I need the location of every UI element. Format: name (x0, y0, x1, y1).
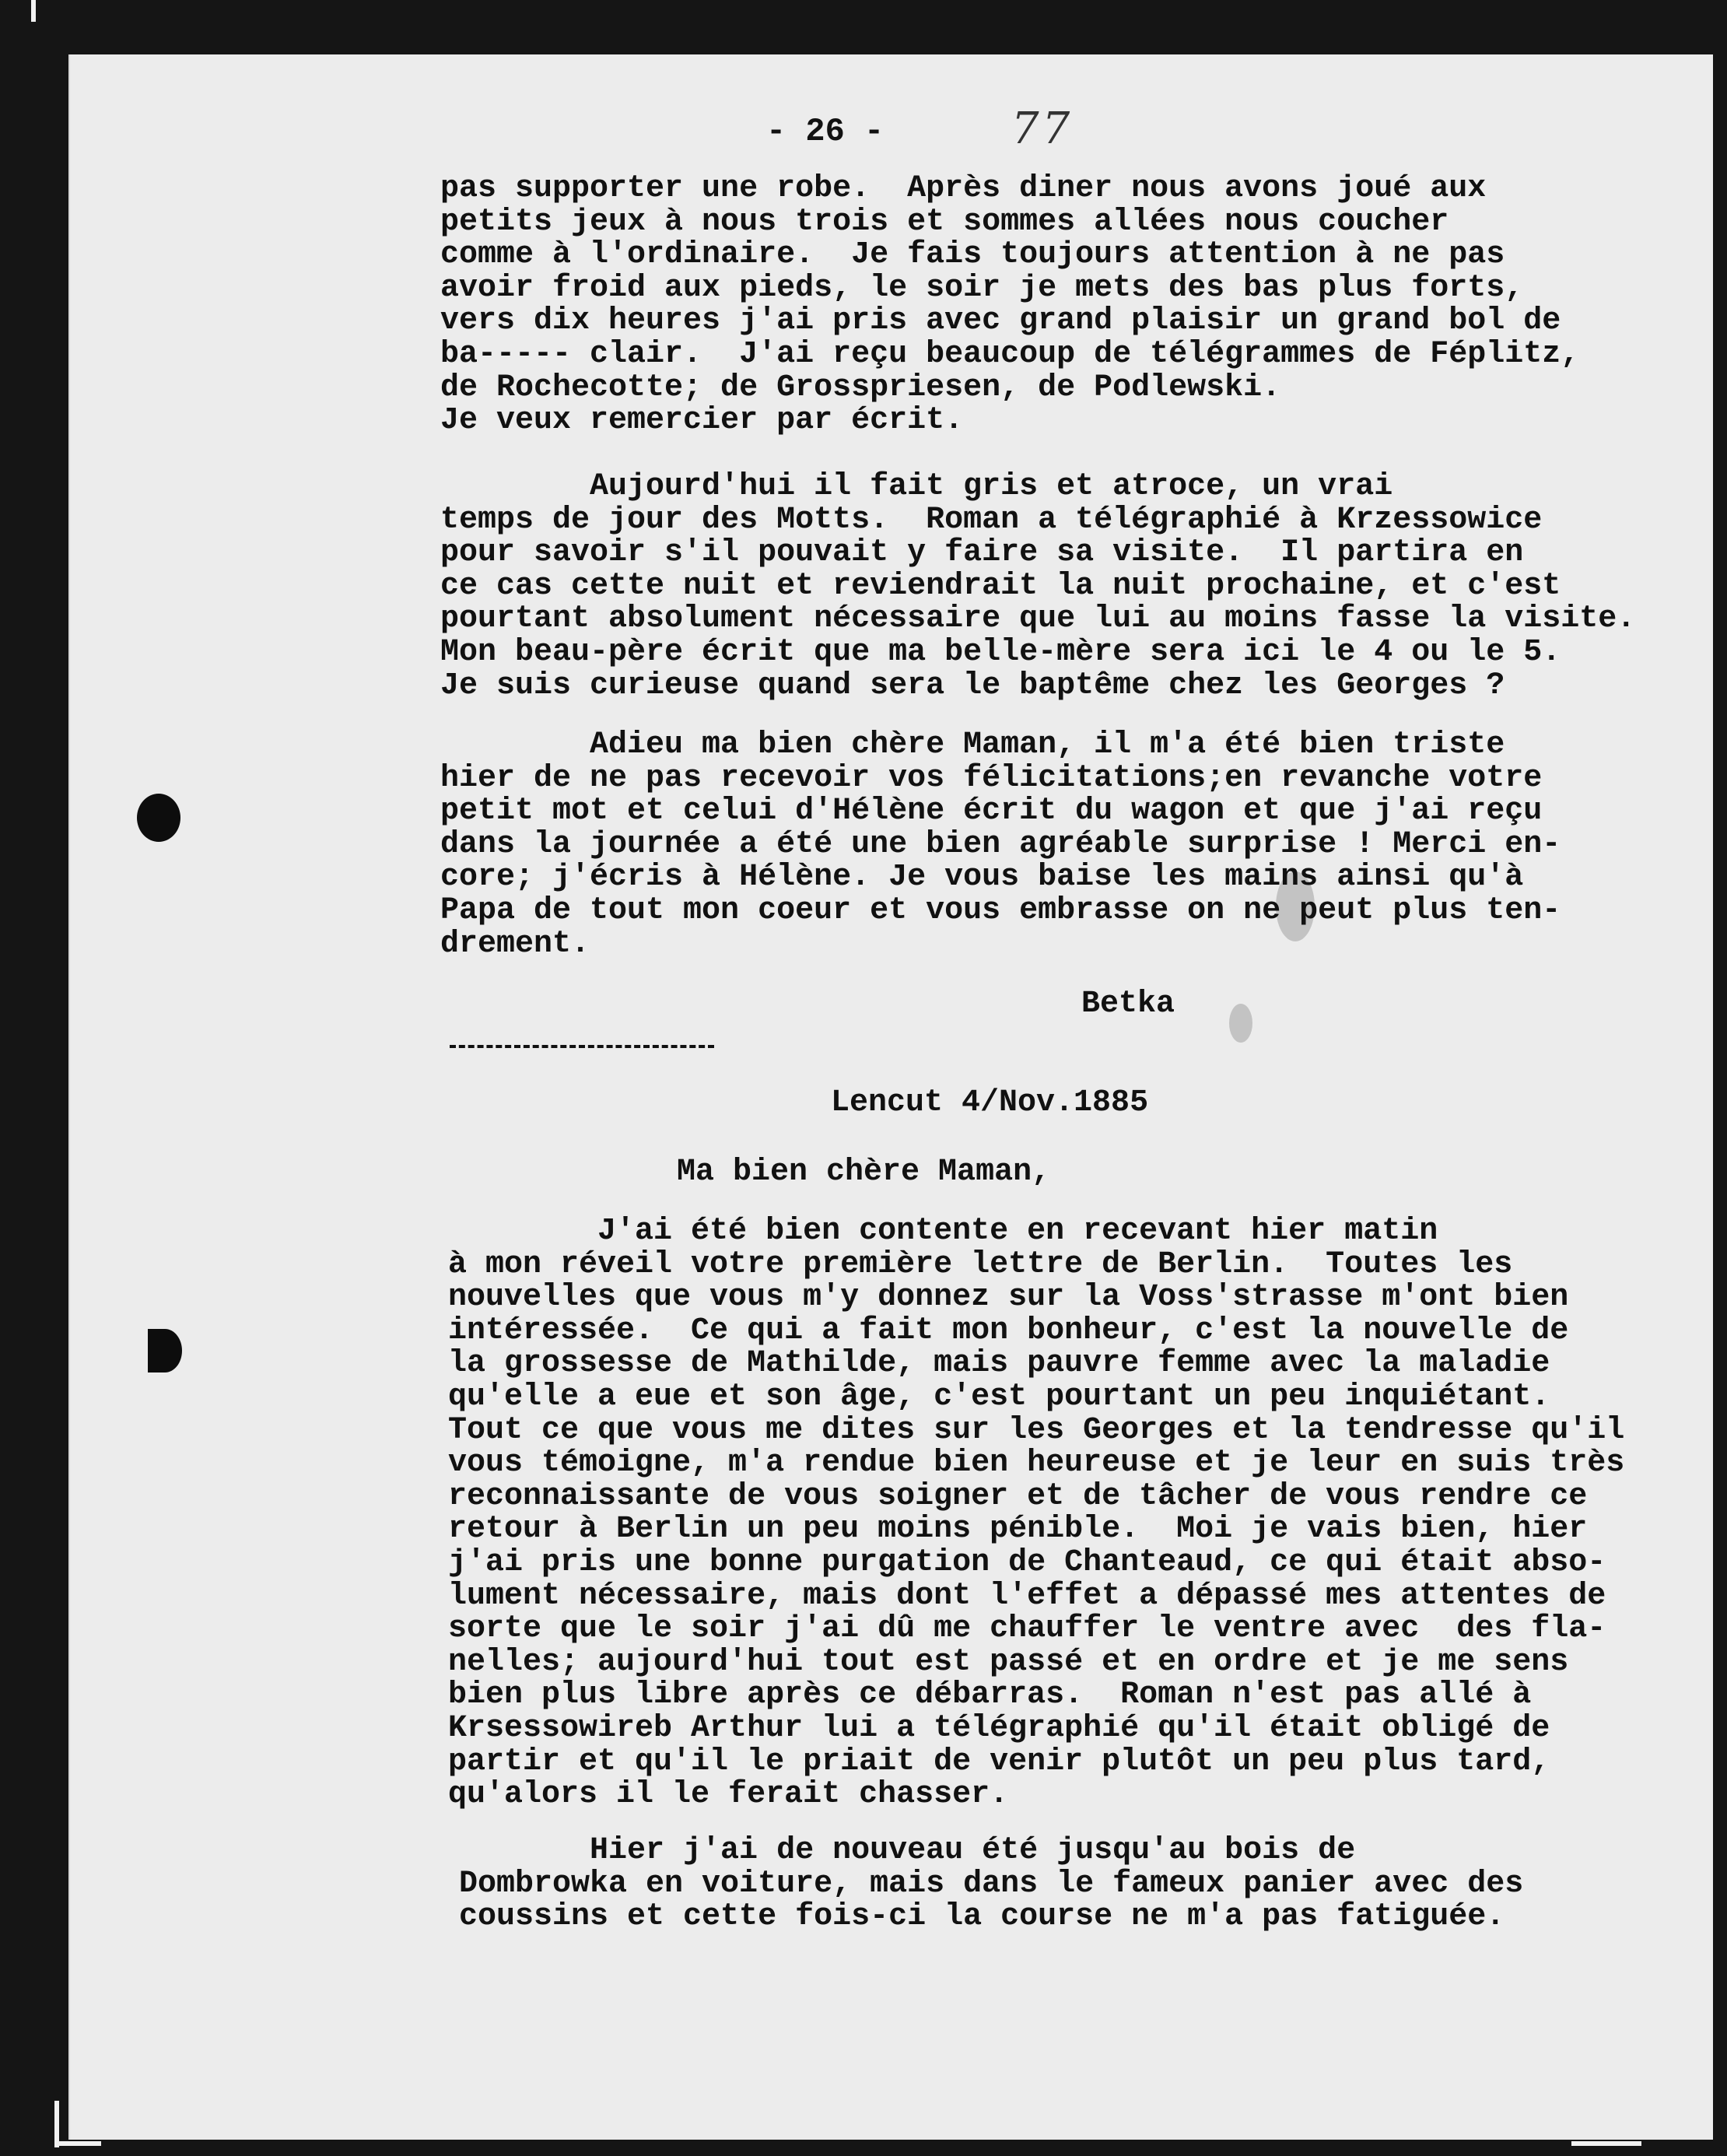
letter1-paragraph-3: Adieu ma bien chère Maman, il m'a été bien triste hier de ne pas recevoir vos félicitations;en revanche votre petit mot et celui d'Hélène écrit du wagon et que j'ai reçu dans la journée a été une bien agréable surprise ! Merci en- core; j'écris à Hélène. Je vous baise les mains ainsi qu'à Papa de tout mon coeur et vous embrasse on ne peut plus ten- drement. (440, 727, 1561, 962)
letter2-salutation: Ma bien chère Maman, (677, 1155, 1051, 1190)
page-number: - 26 - (766, 113, 885, 150)
letter1-signature: Betka (1081, 987, 1175, 1022)
film-edge-mark (1571, 2141, 1641, 2146)
film-edge-mark (54, 2101, 59, 2147)
letter2-paragraph-2: Hier j'ai de nouveau été jusqu'au bois de Dombrowka en voiture, mais dans le fameux panier avec des coussins et cette fois-ci la course ne m'a pas fatiguée. (459, 1833, 1524, 1935)
letter2-paragraph-1: J'ai été bien contente en recevant hier matin à mon réveil votre première lettre de Berlin. Toutes les nouvelles que vous m'y donnez sur la Voss'strasse m'ont bien intéressée. Ce qui a fait mon bonheur, c'est la nouvelle de la grossesse de Mathilde, mais pauvre femme avec la maladie qu'elle a eue et son âge, c'est pourtant un peu inquiétant. Tout ce que vous me dites sur les Georges et la tendresse qu'il vous témoigne, m'a rendue bien heureuse et je leur en suis très reconnaissante de vous soigner et de tâcher de vous rendre ce retour à Berlin un peu moins pénible. Moi je vais bien, hier j'ai pris une bonne purgation de Chanteaud, ce qui était abso- lument nécessaire, mais dont l'effet a dépassé mes attentes de sorte que le soir j'ai dû me chauffer le ventre avec des fla- nelles; aujourd'hui tout est passé et en ordre et je me sens bien plus libre après ce débarras. Roman n'est pas allé à Krsessowireb Arthur lui a télégraphié qu'il était obligé de partir et qu'il le priait de venir plutôt un peu plus tard, qu'alors il le ferait chasser. (448, 1214, 1625, 1813)
handwritten-page-number: 77 (1011, 103, 1074, 154)
letter2-dateline: Lencut 4/Nov.1885 (831, 1085, 1149, 1120)
section-divider (450, 1045, 714, 1048)
film-edge-mark (31, 0, 36, 22)
punch-hole (148, 1329, 182, 1372)
punch-hole (137, 794, 180, 842)
film-edge-mark (54, 2141, 101, 2146)
ink-smudge (1229, 1004, 1252, 1043)
letter1-paragraph-2: Aujourd'hui il fait gris et atroce, un vrai temps de jour des Motts. Roman a télégraphié à Krzessowice pour savoir s'il pouvait y faire sa visite. Il partira en ce cas cette nuit et reviendrait la nuit prochaine, et c'est pourtant absolument nécessaire que lui au moins fasse la visite. Mon beau-père écrit que ma belle-mère sera ici le 4 ou le 5. Je suis curieuse quand sera le baptême chez les Georges ? (440, 469, 1636, 703)
letter1-paragraph-1: pas supporter une robe. Après diner nous avons joué aux petits jeux à nous trois et sommes allées nous coucher comme à l'ordinaire. Je fais toujours attention à ne pas avoir froid aux pieds, le soir je mets des bas plus forts, vers dix heures j'ai pris avec grand plaisir un grand bol de ba----- clair. J'ai reçu beaucoup de télégrammes de Féplitz, de Rochecotte; de Grosspriesen, de Podlewski. Je veux remercier par écrit. (440, 171, 1580, 439)
